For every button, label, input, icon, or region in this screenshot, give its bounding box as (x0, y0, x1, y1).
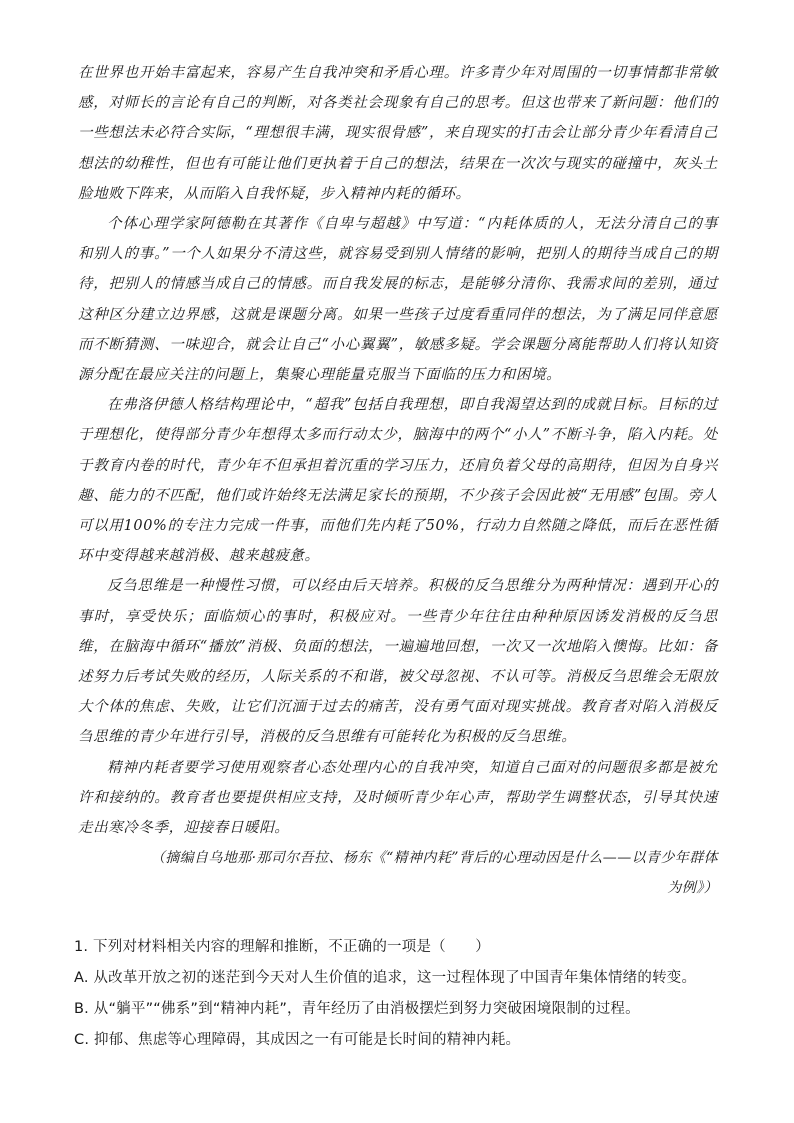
passage-paragraph-1: 在世界也开始丰富起来，容易产生自我冲突和矛盾心理。许多青少年对周围的一切事情都非常敏感，对师长的言论有自己的判断，对各类社会现象有自己的思考。但这也带来了新问题：他们的一些想法未必符合实际，“理想很丰满，现实很骨感”，来自现实的打击会让部分青少年看清自己想法的幼稚性，但也有可能让他们更执着于自己的想法，结果在一次次与现实的碰撞中，灰头土脸地败下阵来，从而陷入自我怀疑，步入精神内耗的循环。 (78, 65, 718, 202)
passage-source-citation: （摘编自乌地那·那司尔吾拉、杨东《“精神内耗”背后的心理动因是什么——以青少年群体为例》） (150, 850, 718, 897)
question-section (74, 932, 734, 1056)
question-1-option-b: B. 从“躺平”“佛系”到“精神内耗”，青年经历了由消极摆烂到努力突破困境限制的过程。 (74, 1001, 640, 1017)
reading-passage (78, 58, 718, 903)
passage-paragraph-2: 个体心理学家阿德勒在其著作《自卑与超越》中写道：“内耗体质的人，无法分清自己的事和别人的事。”一个人如果分不清这些，就容易受到别人情绪的影响，把别人的期待当成自己的期待，把别人的情感当成自己的情感。而自我发展的标志，是能够分清你、我需求间的差别，通过这种区分建立边界感，这就是课题分离。如果一些孩子过度看重同伴的想法，为了满足同伴意愿而不断猜测、一味迎合，就会让自己“小心翼翼”，敏感多疑。学会课题分离能帮助人们将认知资源分配在最应关注的问题上，集聚心理能量克服当下面临的压力和困境。 (78, 216, 718, 384)
passage-paragraph-3: 在弗洛伊德人格结构理论中，“超我”包括自我理想，即自我渴望达到的成就目标。目标的过于理想化，使得部分青少年想得太多而行动太少，脑海中的两个“小人”不断斗争，陷入内耗。处于教育内卷的时代，青少年不但承担着沉重的学习压力，还肩负着父母的高期待，但因为自身兴趣、能力的不匹配，他们或许始终无法满足家长的预期，不少孩子会因此被“无用感”包围。旁人可以用100%的专注力完成一件事，而他们先内耗了50%，行动力自然随之降低，而后在恶性循环中变得越来越消极、越来越疲惫。 (78, 397, 718, 565)
question-1-stem: 1. 下列对材料相关内容的理解和推断，不正确的一项是（ ） (74, 939, 490, 955)
question-1-option-a: A. 从改革开放之初的迷茫到今天对人生价值的追求，这一过程体现了中国青年集体情绪的转变。 (74, 970, 697, 986)
question-1-option-c: C. 抑郁、焦虑等心理障碍，其成因之一有可能是长时间的精神内耗。 (74, 1032, 521, 1048)
passage-paragraph-5: 精神内耗者要学习使用观察者心态处理内心的自我冲突，知道自己面对的问题很多都是被允许和接纳的。教育者也要提供相应支持，及时倾听青少年心声，帮助学生调整状态，引导其快速走出寒冷冬季，迎接春日暖阳。 (78, 759, 718, 837)
passage-paragraph-4: 反刍思维是一种慢性习惯，可以经由后天培养。积极的反刍思维分为两种情况：遇到开心的事时，享受快乐；面临烦心的事时，积极应对。一些青少年往往由种种原因诱发消极的反刍思维，在脑海中循环“播放”消极、负面的想法，一遍遍地回想，一次又一次地陷入懊悔。比如：备述努力后考试失败的经历，人际关系的不和谐，被父母忽视、不认可等。消极反刍思维会无限放大个体的焦虑、失败，让它们沉湎于过去的痛苦，没有勇气面对现实挑战。教育者对陷入消极反刍思维的青少年进行引导，消极的反刍思维有可能转化为积极的反刍思维。 (78, 578, 718, 746)
